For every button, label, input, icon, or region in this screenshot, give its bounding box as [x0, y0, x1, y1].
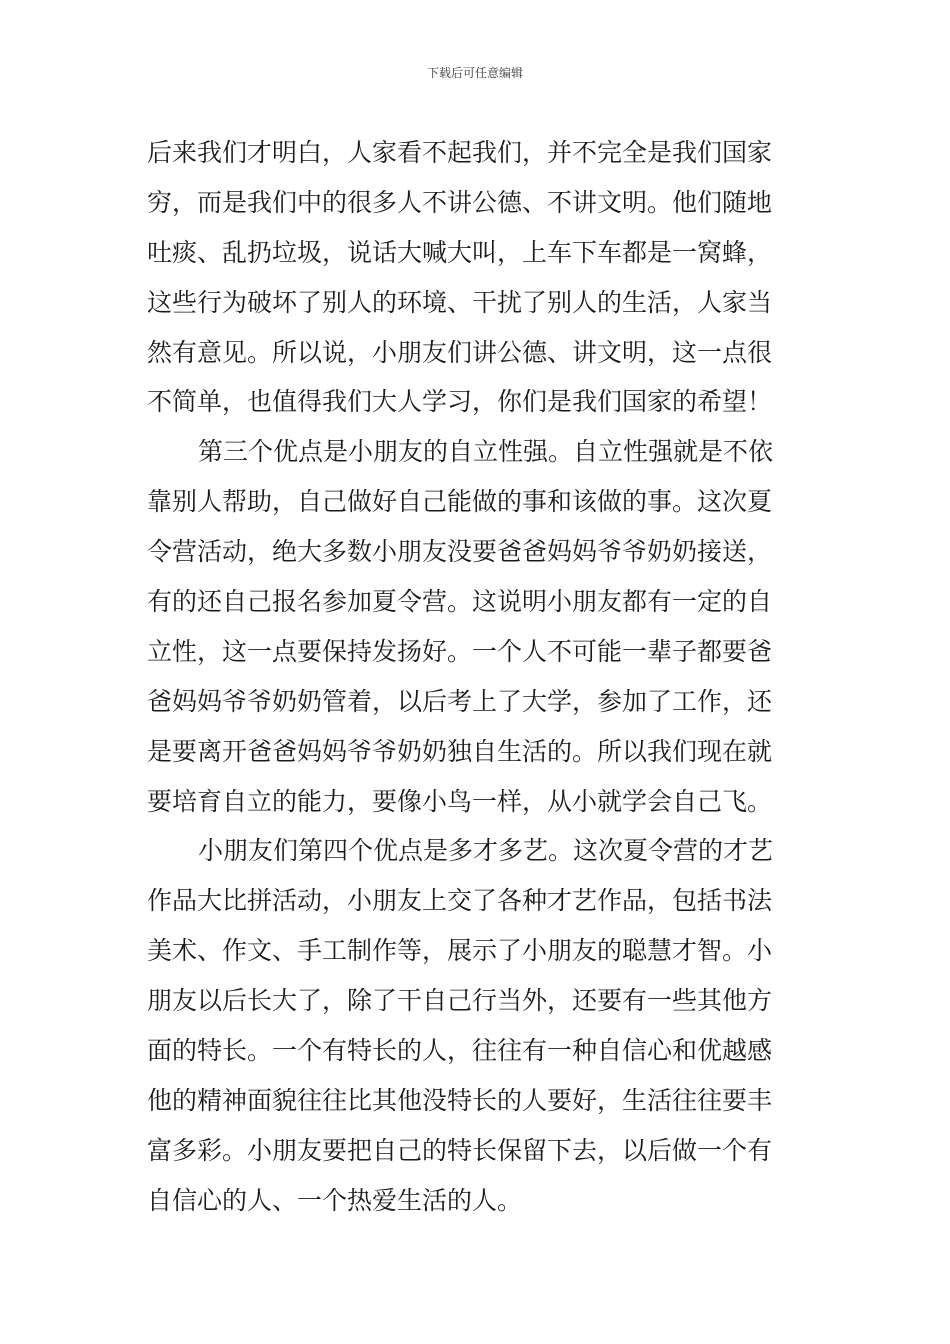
text-line: 朋友以后长大了，除了干自己行当外，还要有一些其他方: [147, 986, 773, 1016]
paragraph-start-line: 第三个优点是小朋友的自立性强。自立性强就是不依: [198, 437, 774, 467]
text-line: 靠别人帮助，自己做好自己能做的事和该做的事。这次夏: [147, 487, 773, 517]
document-body: [147, 128, 807, 1226]
text-line: 令营活动，绝大多数小朋友没要爸爸妈妈爷爷奶奶接送，: [147, 537, 773, 567]
text-line: 是要离开爸爸妈妈爷爷奶奶独自生活的。所以我们现在就: [147, 736, 773, 766]
text-line: 他的精神面貌往往比其他没特长的人要好，生活往往要丰: [147, 1085, 773, 1115]
text-line: 有的还自己报名参加夏令营。这说明小朋友都有一定的自: [147, 587, 773, 617]
text-line: 美术、作文、手工制作等，展示了小朋友的聪慧才智。小: [147, 936, 773, 966]
page-header: 下载后可任意编辑: [426, 66, 523, 80]
text-line: 面的特长。一个有特长的人，往往有一种自信心和优越感: [147, 1036, 773, 1066]
text-line: 富多彩。小朋友要把自己的特长保留下去，以后做一个有: [147, 1135, 773, 1165]
text-line: 要培育自立的能力，要像小鸟一样，从小就学会自己飞。: [147, 786, 773, 816]
text-line: 自信心的人、一个热爱生活的人。: [147, 1185, 523, 1215]
text-line: 然有意见。所以说，小朋友们讲公德、讲文明，这一点很: [147, 337, 773, 367]
text-line: 这些行为破坏了别人的环境、干扰了别人的生活，人家当: [147, 287, 773, 317]
text-line: 穷，而是我们中的很多人不讲公德、不讲文明。他们随地: [147, 187, 773, 217]
text-line: 爸妈妈爷爷奶奶管着，以后考上了大学，参加了工作，还: [147, 686, 773, 716]
text-line: 立性，这一点要保持发扬好。一个人不可能一辈子都要爸: [147, 636, 773, 666]
text-line: 吐痰、乱扔垃圾，说话大喊大叫，上车下车都是一窝蜂，: [147, 237, 773, 267]
text-line: 不简单，也值得我们大人学习，你们是我们国家的希望！: [147, 387, 773, 417]
text-line: 后来我们才明白，人家看不起我们，并不完全是我们国家: [147, 138, 773, 167]
text-line: 作品大比拼活动，小朋友上交了各种才艺作品，包括书法: [147, 886, 773, 916]
paragraph-start-line: 小朋友们第四个优点是多才多艺。这次夏令营的才艺: [198, 836, 774, 866]
